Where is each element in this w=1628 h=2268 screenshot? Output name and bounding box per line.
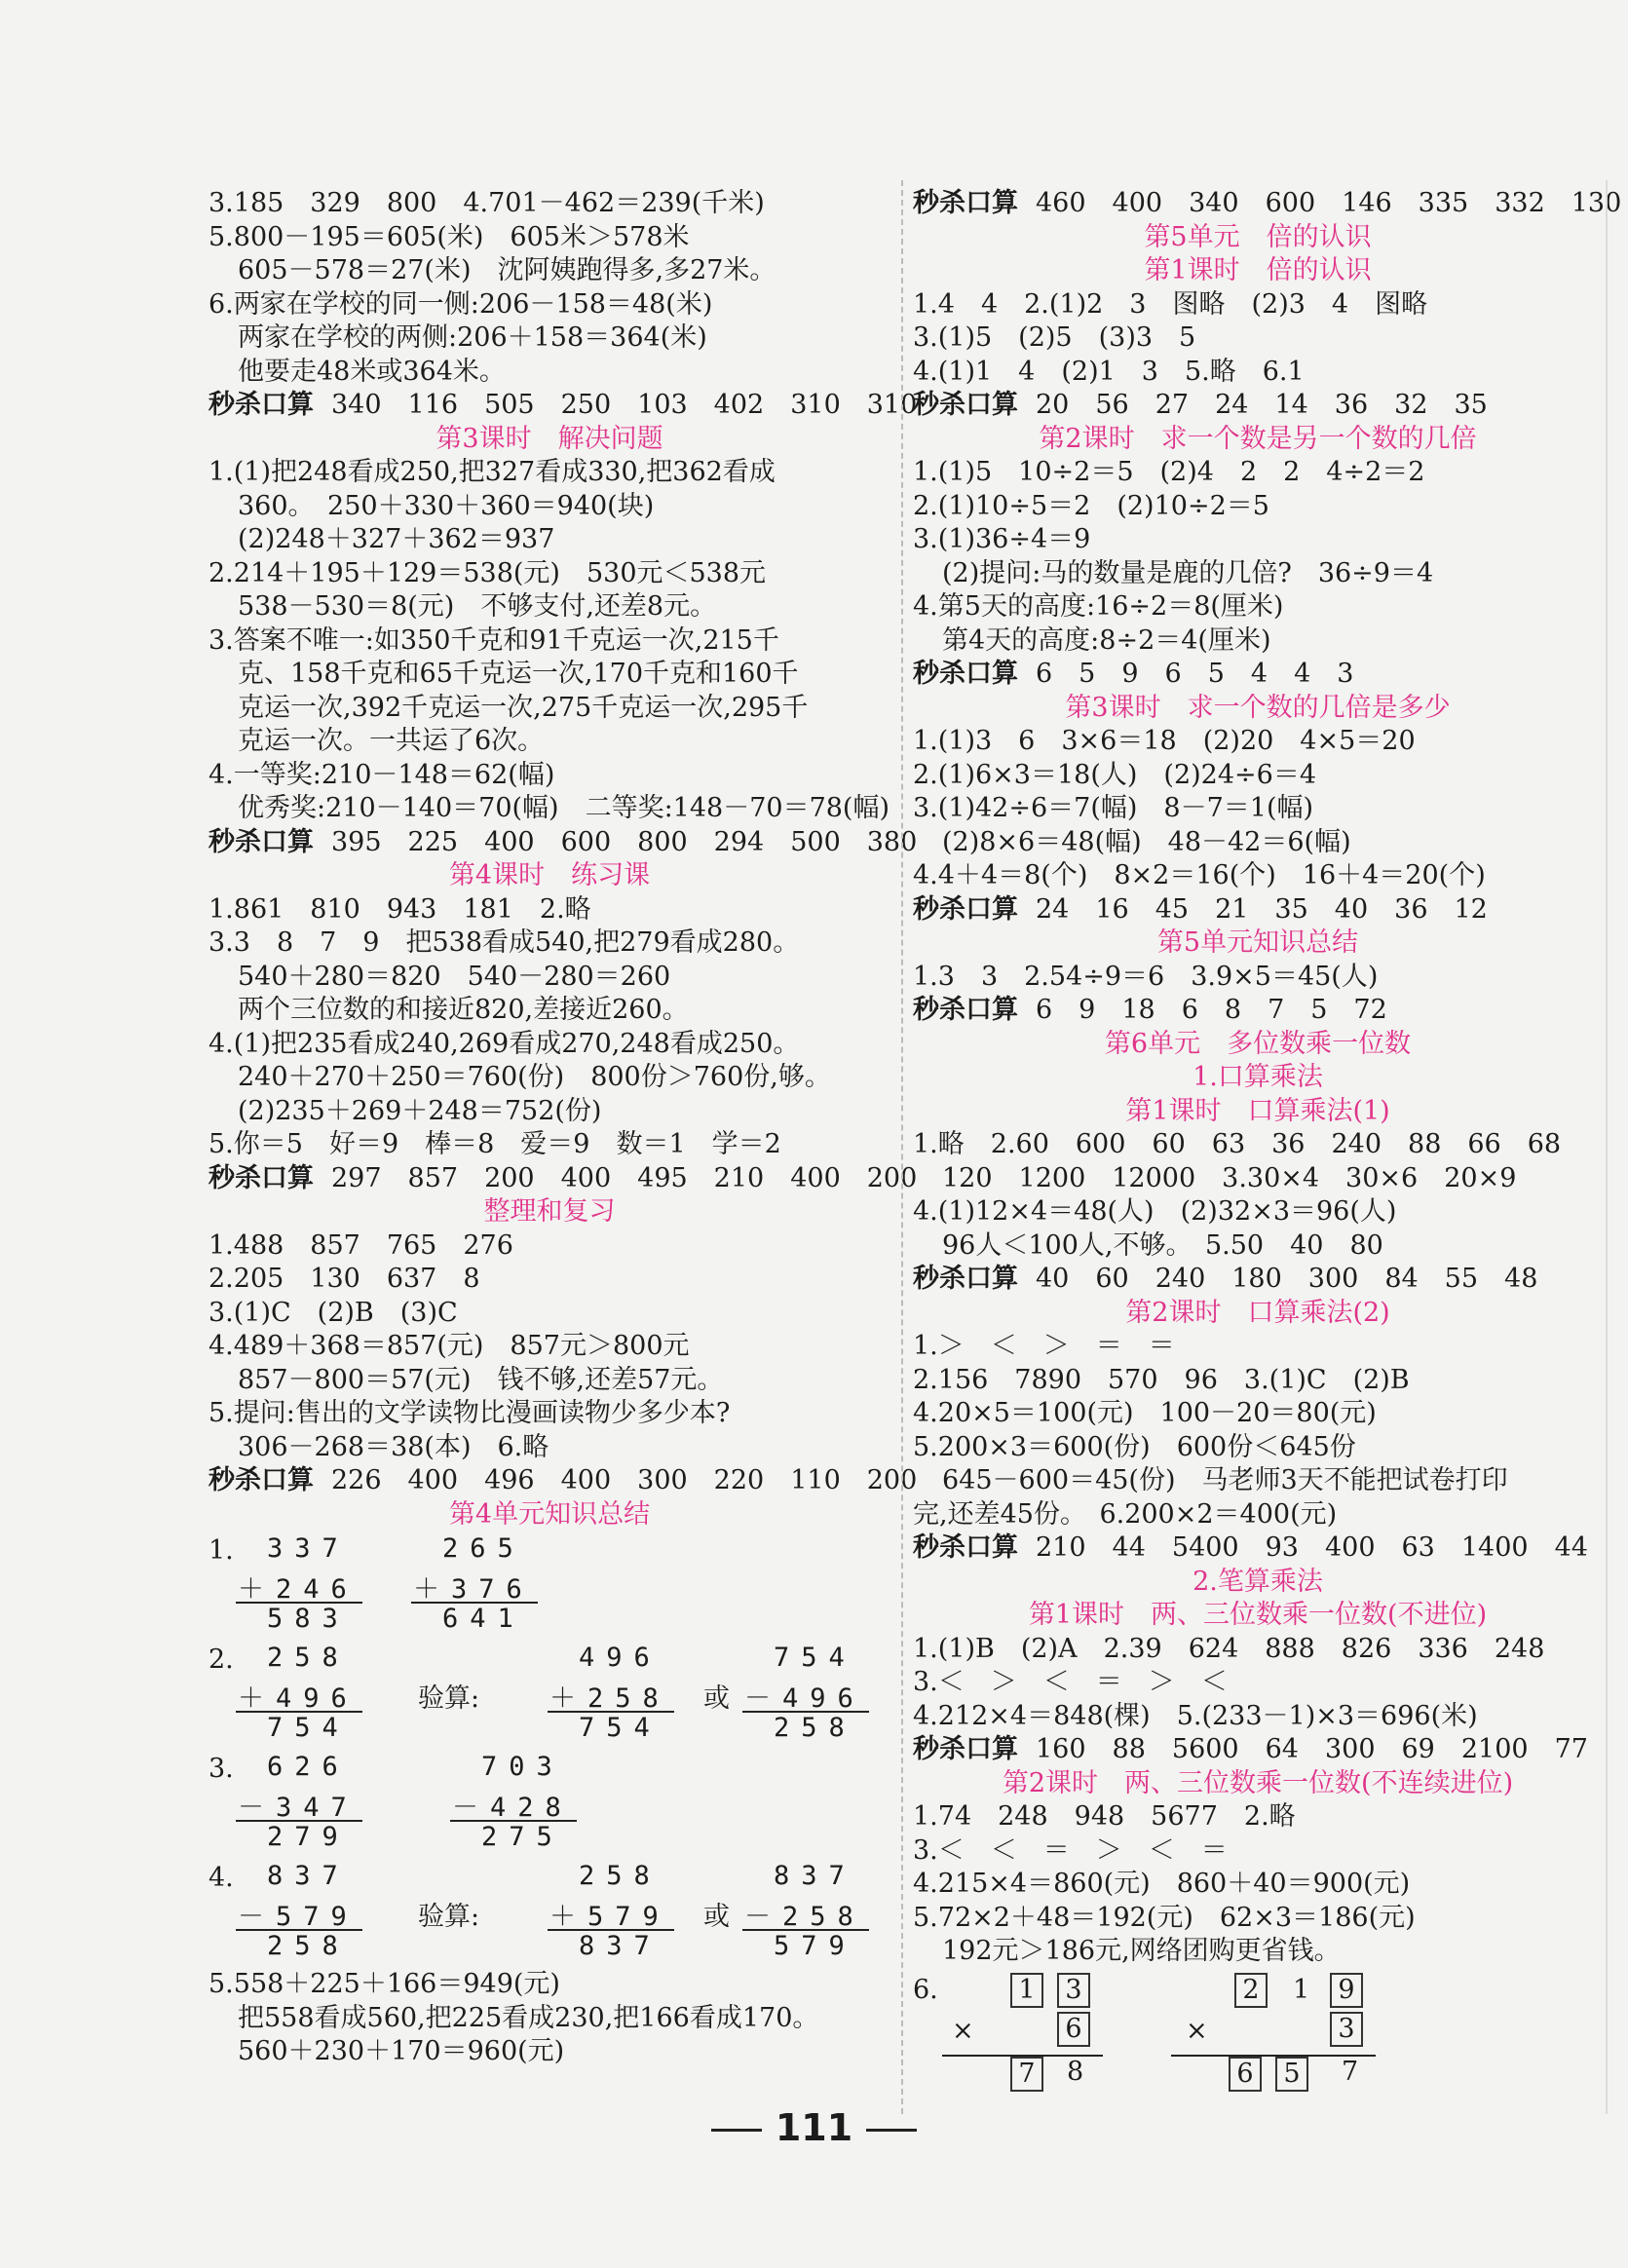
digit-box: 3 [1330,2012,1363,2047]
calc-value: 258 [774,1713,856,1743]
vertical-calc-4 [208,1859,890,1968]
kousuan-line [913,994,1603,1028]
text-line: 306－268＝38(本) 6.略 [238,1431,549,1462]
page-number: 111 [775,2106,853,2149]
text-line: 5.200×3＝600(份) 600份＜645份 [913,1431,1356,1462]
verify-label: 验算: [418,1683,480,1714]
text-line: 4.4＋4＝8(个) 8×2＝16(个) 16＋4＝20(个) [913,860,1486,890]
text-line: 3.＜ ＜ ＝ ＞ ＜ ＝ [913,1834,1228,1866]
kousuan-line [913,658,1603,692]
calc-value: 583 [267,1604,350,1634]
text-line: (2)235＋269＋248＝752(份) [238,1095,602,1126]
kousuan-answers: 226 400 496 400 300 220 110 200 [331,1465,918,1495]
text-line: 4.20×5＝100(元) 100－20＝80(元) [913,1398,1377,1428]
calc-value: 496 [579,1643,662,1673]
text-line: 2.205 130 637 8 [208,1264,480,1294]
calc-value: 754 [579,1713,662,1743]
item-number: 4. [208,1863,234,1893]
kousuan-answers: 40 60 240 180 300 84 55 48 [1036,1264,1538,1294]
middle-column [913,187,1622,2091]
item-number: 2. [208,1644,234,1675]
section-heading: 第2课时 两、三位数乘一位数(不连续进位) [1002,1767,1514,1798]
text-line: 3.(1)5 (2)5 (3)3 5 [913,322,1196,353]
kousuan-label: 秒杀口算 [913,188,1018,218]
text-line: 2.156 7890 570 96 3.(1)C (2)B [913,1364,1410,1395]
or-label: 或 [703,1683,730,1714]
section-heading: 第5单元知识总结 [1156,927,1359,958]
text-line: 5.你＝5 好＝9 棒＝8 爱＝9 数＝1 学＝2 [208,1129,781,1159]
kousuan-answers: 210 44 5400 93 400 63 1400 44 [1036,1532,1588,1563]
kousuan-line [208,1464,918,1498]
kousuan-label: 秒杀口算 [913,995,1018,1025]
kousuan-line [208,1162,918,1196]
text-line: 1.(1)5 10÷2＝5 (2)4 2 2 4÷2＝2 [913,457,1425,487]
text-line: 4.215×4＝860(元) 860＋40＝900(元) [913,1869,1411,1899]
kousuan-answers: 340 116 505 250 103 402 310 310 [331,390,918,420]
section-heading: 第3课时 解决问题 [435,423,663,454]
footer-rule-left [711,2129,762,2132]
digit-box: 9 [1330,1973,1363,2008]
kousuan-line [913,389,1603,423]
kousuan-line [913,1733,1603,1767]
text-line: 3.答案不唯一:如350千克和91千克运一次,215千 [208,624,779,656]
kousuan-line [208,826,918,860]
calc-value: 641 [442,1604,525,1634]
or-label: 或 [703,1902,730,1932]
text-line: 他要走48米或364米。 [238,356,506,387]
text-line: 克、158千克和65千克运一次,170千克和160千 [238,659,799,689]
left-column [208,187,918,2069]
text-line: 360。 250＋330＋360＝940(块) [238,490,655,521]
unit-heading: 第6单元 多位数乘一位数 [1104,1028,1412,1059]
digit-box: 2 [1234,1973,1268,2008]
calc-value: 275 [481,1822,564,1852]
text-line: 1.＞ ＜ ＞ ＝ ＝ [913,1331,1175,1361]
section-heading: 第1课时 倍的认识 [1144,255,1372,285]
text-line: 5.558＋225＋166＝949(元) [208,1969,560,1999]
multiply-sign: × [952,2015,974,2046]
text-line: 857－800＝57(元) 钱不够,还差57元。 [238,1364,724,1395]
section-heading: 第4单元知识总结 [448,1498,651,1530]
text-line: 2.(1)6×3＝18(人) (2)24÷6＝4 [913,759,1316,790]
text-line: 5.800－195＝605(米) 605米＞578米 [208,221,690,252]
kousuan-answers: 460 400 340 600 146 335 332 130 [1036,188,1622,218]
text-line: 1.(1)B (2)A 2.39 624 888 826 336 248 [913,1633,1545,1664]
calc-value: －258 [744,1902,865,1932]
footer-rule-right [866,2129,917,2132]
kousuan-label: 秒杀口算 [208,1465,314,1495]
kousuan-answers: 6 5 9 6 5 4 4 3 [1036,659,1354,689]
text-line: 1.3 3 2.54÷9＝6 3.9×5＝45(人) [913,961,1379,992]
text-line: 5.72×2＋48＝192(元) 62×3＝186(元) [913,1902,1416,1933]
kousuan-answers: 24 16 45 21 35 40 36 12 [1036,893,1488,925]
text-line: 4.(1)12×4＝48(人) (2)32×3＝96(人) [913,1196,1397,1227]
text-line: 120 1200 12000 3.30×4 30×6 20×9 [942,1162,1517,1193]
calc-value: ＋496 [238,1683,359,1714]
section-heading: 第3课时 求一个数的几倍是多少 [1065,692,1451,723]
kousuan-line [913,1531,1603,1566]
digit: 8 [1067,2056,1084,2087]
text-line: 1.74 248 948 5677 2.略 [913,1801,1296,1832]
calc-value: ＋579 [549,1902,670,1932]
text-line: 把558看成560,把225看成230,把166看成170。 [238,2002,819,2033]
section-heading: 第1课时 两、三位数乘一位数(不进位) [1028,1600,1488,1630]
calc-value: 754 [774,1643,856,1673]
text-line: 192元＞186元,网络团购更省钱。 [942,1936,1341,1966]
kousuan-label: 秒杀口算 [913,893,1018,925]
text-line: 540＋280＝820 540－280＝260 [238,961,671,992]
text-line: 240＋270＋250＝760(份) 800份＞760份,够。 [238,1062,831,1092]
kousuan-label: 秒杀口算 [208,826,314,857]
digit-box: 3 [1057,1973,1090,2008]
calc-value: 258 [267,1931,350,1961]
text-line: 4.489＋368＝857(元) 857元＞800元 [208,1331,690,1361]
kousuan-answers: 160 88 5600 64 300 69 2100 77 [1036,1734,1588,1764]
digit-box: 6 [1229,2057,1262,2092]
calc-value: 258 [267,1643,350,1673]
kousuan-label: 秒杀口算 [208,390,314,420]
section-heading: 第1课时 口算乘法(1) [1125,1095,1390,1126]
text-line: 克运一次,392千克运一次,275千克运一次,295千 [238,692,809,723]
digit-box: 6 [1057,2012,1090,2047]
text-line: 4.一等奖:210－148＝62(幅) [208,759,555,790]
next-column-edge [1606,180,1608,2114]
calc-value: ＋376 [413,1574,534,1605]
text-line: 3.185 329 800 4.701－462＝239(千米) [208,188,765,218]
calc-value: －579 [238,1902,359,1932]
kousuan-line [913,893,1603,927]
text-line: 4.212×4＝848(棵) 5.(233－1)×3＝696(米) [913,1700,1478,1731]
text-line: 2.(1)10÷5＝2 (2)10÷2＝5 [913,490,1269,521]
kousuan-answers: 6 9 18 6 8 7 5 72 [1036,995,1387,1025]
text-line: (2)提问:马的数量是鹿的几倍? 36÷9＝4 [942,557,1434,588]
vertical-calc-1 [208,1531,890,1641]
subunit-heading: 2.笔算乘法 [1193,1566,1323,1597]
calc-value: －347 [238,1793,359,1823]
digit-box: 7 [1010,2057,1043,2092]
kousuan-label: 秒杀口算 [913,1264,1018,1294]
text-line: 5.提问:售出的文学读物比漫画读物少多少本? [208,1398,731,1428]
digit-box: 5 [1275,2057,1308,2092]
text-line: 3.(1)36÷4＝9 [913,524,1091,554]
kousuan-label: 秒杀口算 [913,1532,1018,1563]
text-line: 3.＜ ＞ ＜ ＝ ＞ ＜ [913,1667,1228,1697]
text-line: (2)8×6＝48(幅) 48－42＝6(幅) [942,826,1351,857]
digit: 1 [1293,1974,1310,2005]
text-line: 3.(1)42÷6＝7(幅) 8－7＝1(幅) [913,793,1314,823]
text-line: 1.4 4 2.(1)2 3 图略 (2)3 4 图略 [913,288,1428,320]
text-line: 两家在学校的两侧:206＋158＝364(米) [238,322,707,353]
text-line: 1.(1)3 6 3×6＝18 (2)20 4×5＝20 [913,726,1416,756]
item-number: 6. [913,1974,938,2005]
text-line: 1.861 810 943 181 2.略 [208,893,591,925]
column-divider [901,180,903,2114]
calc-value: 837 [774,1861,856,1891]
kousuan-line [208,389,918,423]
subunit-heading: 1.口算乘法 [1193,1062,1323,1092]
section-heading: 第4课时 练习课 [448,860,651,890]
calc-value: 837 [267,1861,350,1891]
text-line: 605－578＝27(米) 沈阿姨跑得多,多27米。 [238,255,776,285]
kousuan-line [913,187,1622,221]
multiply-sign: × [1186,2015,1208,2046]
calc-value: ＋258 [549,1683,670,1714]
calc-value: －496 [744,1683,865,1714]
section-heading: 整理和复习 [483,1196,616,1227]
text-line: 3.3 8 7 9 把538看成540,把279看成280。 [208,927,800,958]
verify-label: 验算: [418,1902,480,1932]
kousuan-label: 秒杀口算 [208,1162,314,1193]
kousuan-label: 秒杀口算 [913,1734,1018,1764]
calc-value: －428 [452,1793,573,1823]
text-line: 完,还差45份。 6.200×2＝400(元) [913,1498,1338,1530]
text-line: 1.略 2.60 600 60 63 36 240 88 66 68 [913,1129,1562,1159]
section-heading: 第2课时 口算乘法(2) [1125,1297,1390,1328]
calc-value: 626 [267,1752,350,1782]
item-number: 3. [208,1754,234,1784]
kousuan-answers: 297 857 200 400 495 210 400 200 [331,1162,918,1193]
text-line: 645－600＝45(份) 马老师3天不能把试卷打印 [942,1465,1508,1495]
multiplication-puzzle [913,1969,1603,2091]
calc-value: 337 [267,1533,350,1564]
calc-value: 258 [579,1861,662,1891]
page-footer [0,2106,1628,2149]
kousuan-label: 秒杀口算 [913,390,1018,420]
text-line: 6.两家在学校的同一侧:206－158＝48(米) [208,288,713,320]
unit-heading: 第5单元 倍的认识 [1144,221,1372,252]
text-line: 4.第5天的高度:16÷2＝8(厘米) [913,591,1284,622]
text-line: 1.(1)把248看成250,把327看成330,把362看成 [208,457,776,487]
text-line: (2)248＋327＋362＝937 [238,524,555,554]
calc-value: 837 [579,1931,662,1961]
kousuan-answers: 395 225 400 600 800 294 500 380 [331,826,918,857]
text-line: 第4天的高度:8÷2＝4(厘米) [942,624,1271,656]
digit: 7 [1342,2056,1359,2087]
section-heading: 第2课时 求一个数是另一个数的几倍 [1039,423,1477,454]
text-line: 2.214＋195＋129＝538(元) 530元＜538元 [208,557,767,588]
digit-box: 1 [1010,1973,1043,2008]
text-line: 两个三位数的和接近820,差接近260。 [238,995,689,1025]
calc-value: ＋246 [238,1574,359,1605]
kousuan-label: 秒杀口算 [913,659,1018,689]
text-line: 560＋230＋170＝960(元) [238,2036,565,2066]
calc-value: 579 [774,1931,856,1961]
text-line: 3.(1)C (2)B (3)C [208,1297,458,1328]
vertical-calc-2 [208,1641,890,1750]
calc-value: 754 [267,1713,350,1743]
text-line: 538－530＝8(元) 不够支付,还差8元。 [238,591,717,622]
text-line: 优秀奖:210－140＝70(幅) 二等奖:148－70＝78(幅) [238,793,890,823]
kousuan-line [913,1263,1603,1297]
calc-value: 265 [442,1533,525,1564]
item-number: 1. [208,1535,234,1566]
calc-value: 703 [481,1752,564,1782]
text-line: 96人＜100人,不够。 5.50 40 80 [942,1229,1383,1261]
vertical-calc-3 [208,1750,890,1859]
text-line: 1.488 857 765 276 [208,1229,513,1261]
text-line: 克运一次。一共运了6次。 [238,726,545,756]
text-line: 4.(1)把235看成240,269看成270,248看成250。 [208,1028,800,1059]
text-line: 4.(1)1 4 (2)1 3 5.略 6.1 [913,356,1305,387]
calc-value: 279 [267,1822,350,1852]
kousuan-answers: 20 56 27 24 14 36 32 35 [1036,390,1488,420]
